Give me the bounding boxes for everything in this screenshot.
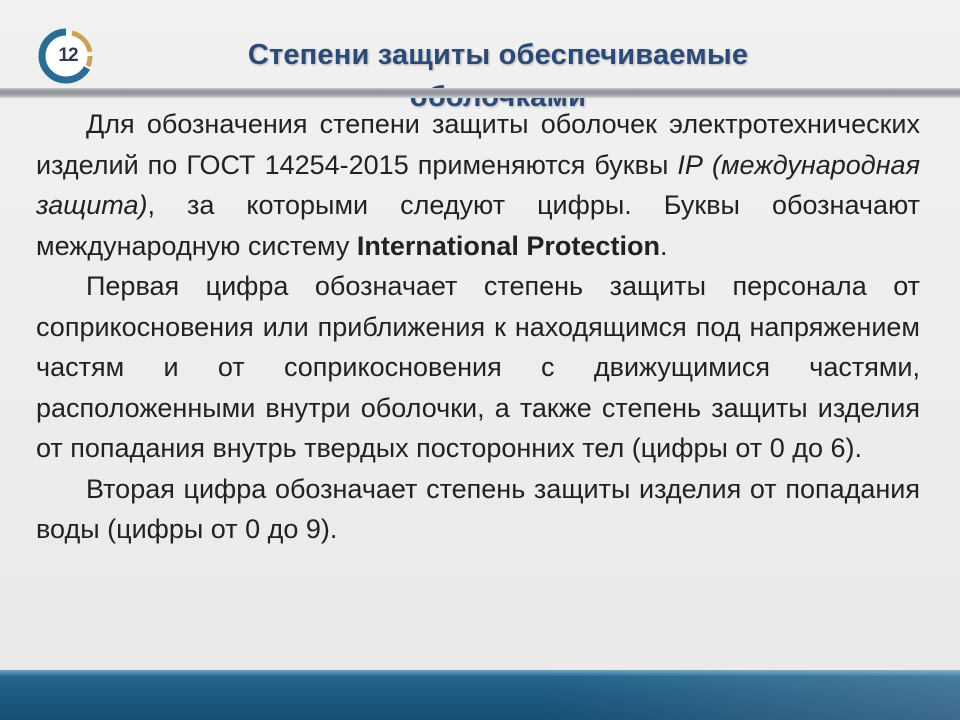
ip-meaning: (международная защита) [36,149,920,220]
p1-text-a: Для обозначения степени защиты оболочек электротехнических изделий по ГОСТ 14254-2015 применяются буквы [36,109,920,180]
paragraph-ip-definition [36,104,920,266]
slide-header [0,0,960,100]
p1-text-c: . [659,230,668,261]
footer-band [0,670,960,720]
paragraph-second-digit: Вторая цифра обозначает степень защиты изделия от попадания воды (цифры от 0 до 9). [36,473,920,544]
slide-body [36,104,920,550]
header-divider [0,88,960,98]
slide-number-badge [38,28,94,84]
ip-letters: IP [677,149,703,180]
p1-text-b: , за которыми следуют цифры. Буквы обозначают международную систему [36,190,920,261]
p1-space [703,150,712,180]
paragraph-first-digit: Первая цифра обозначает степень защиты персонала от соприкосновения или приближения к находящимся под напряжением частям и от соприкосновения с движущимися частями, расположенными внутри оболочки, а также степень защиты изделия от попадания внутрь твердых посторонних тел (цифры от 0 до 6). [36,271,920,463]
slide-number: 12 [58,45,78,66]
slide-title: Степени защиты обеспечиваемые [247,39,749,71]
international-protection-term: International Protection [356,230,660,261]
